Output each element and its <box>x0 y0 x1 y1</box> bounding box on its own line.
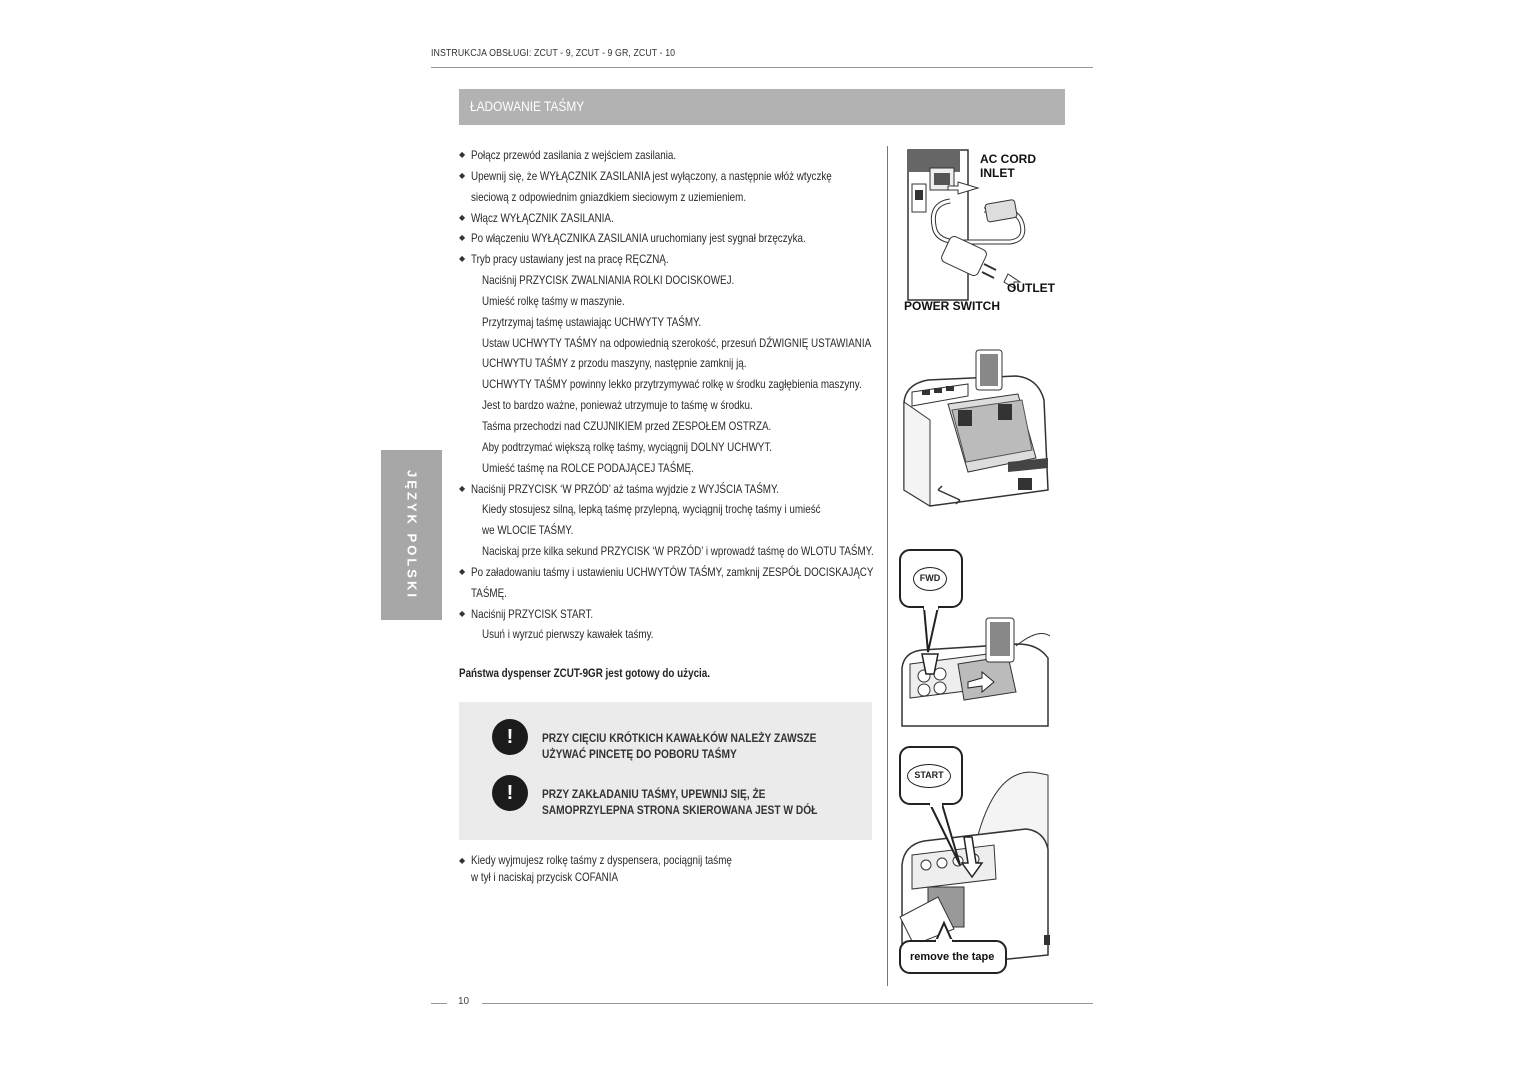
list-item: ◆ Po włączeniu WYŁĄCZNIKA ZASILANIA uruchomiany jest sygnał brzęczyka. <box>459 228 879 249</box>
warning-box <box>459 702 872 840</box>
bullet-icon: ◆ <box>459 212 466 222</box>
start-button-illustration <box>898 745 1050 977</box>
bullet-icon: ◆ <box>459 150 466 159</box>
list-item: ◆ Naciśnij PRZYCISK ‘W PRZÓD’ aż taśma wyjdzie z WYJŚCIA TAŚMY. <box>459 479 879 500</box>
column-divider <box>887 146 888 986</box>
list-item: TAŚMĘ. <box>471 585 507 600</box>
list-item: Aby podtrzymać większą rolkę taśmy, wyciągnij DOLNY UCHWYT. <box>482 439 772 454</box>
list-item: w tył i naciskaj przycisk COFANIA <box>471 870 619 884</box>
bullet-icon: ◆ <box>459 483 466 493</box>
footer-divider-left <box>431 1003 447 1004</box>
instruction-steps <box>459 145 879 645</box>
list-item: ◆ Upewnij się, że WYŁĄCZNIK ZASILANIA jest wyłączony, a następnie włóż wtyczkę <box>459 166 879 187</box>
ac-cord-inlet-label: AC CORD INLET <box>980 152 1036 180</box>
list-item: Kiedy stosujesz silną, lepką taśmę przylepną, wyciągnij trochę taśmy i umieść <box>482 502 821 517</box>
list-item: ◆ Połącz przewód zasilania z wejściem zasilania. <box>459 145 879 166</box>
list-item: Ustaw UCHWYTY TAŚMY na odpowiednią szerokość, przesuń DŹWIGNIĘ USTAWIANIA <box>482 335 872 350</box>
list-item: Taśma przechodzi nad CZUJNIKIEM przed ZESPOŁEM OSTRZA. <box>482 418 772 433</box>
tape-loading-drawing <box>898 340 1058 515</box>
section-header <box>459 89 1065 125</box>
fwd-button: FWD <box>913 567 947 591</box>
outlet-label: OUTLET <box>1007 281 1055 295</box>
power-connection-illustration <box>900 146 1070 316</box>
bullet-icon: ◆ <box>459 233 466 243</box>
language-tab-label: JĘZYK POLSKI <box>404 470 419 600</box>
warning-icon: ! <box>492 719 528 755</box>
document-header: INSTRUKCJA OBSŁUGI: ZCUT - 9, ZCUT - 9 GR, ZCUT - 10 <box>431 48 676 59</box>
list-item: Jest to bardzo ważne, ponieważ utrzymuje to taśmę w środku. <box>482 398 753 413</box>
list-item: sieciową z odpowiednim gniazdkiem sieciowym z uziemieniem. <box>471 189 747 204</box>
list-item: UCHWYTU TAŚMY z przodu maszyny, następnie zamknij ją. <box>482 356 747 371</box>
bullet-icon: ◆ <box>459 170 466 180</box>
list-item: ◆ Włącz WYŁĄCZNIK ZASILANIA. <box>459 208 879 229</box>
bullet-icon: ◆ <box>459 254 466 264</box>
removal-note <box>459 852 789 886</box>
list-item: ◆ Kiedy wyjmujesz rolkę taśmy z dyspensera, pociągnij taśmę <box>459 853 732 867</box>
list-item: UCHWYTY TAŚMY powinny lekko przytrzymywać rolkę w środku zagłębienia maszyny. <box>482 377 862 392</box>
list-item: ◆ Po załadowaniu taśmy i ustawieniu UCHWYTÓW TAŚMY, zamknij ZESPÓŁ DOCISKAJĄCY <box>459 562 879 583</box>
page-number: 10 <box>458 996 470 1007</box>
warning-icon: ! <box>492 775 528 811</box>
list-item: Umieść rolkę taśmy w maszynie. <box>482 293 625 308</box>
warning-text-2: PRZY ZAKŁADANIU TAŚMY, UPEWNIJ SIĘ, ŻE SAMOPRZYLEPNA STRONA SKIEROWANA JEST W DÓŁ <box>542 787 818 817</box>
language-tab <box>381 450 442 620</box>
footer-divider-right <box>482 1003 1093 1004</box>
fwd-button-illustration <box>898 548 1050 728</box>
list-item: we WLOCIE TAŚMY. <box>482 523 574 538</box>
header-divider <box>431 67 1093 68</box>
ready-statement: Państwa dyspenser ZCUT-9GR jest gotowy do użycia. <box>459 666 710 680</box>
list-item: ◆ Naciśnij PRZYCISK START. <box>459 604 879 625</box>
list-item: Umieść taśmę na ROLCE PODAJĄCEJ TAŚMĘ. <box>482 460 694 475</box>
bullet-icon: ◆ <box>459 608 466 618</box>
bullet-icon: ◆ <box>459 566 466 576</box>
warning-text-1: PRZY CIĘCIU KRÓTKICH KAWAŁKÓW NALEŻY ZAWSZE UŻYWAĆ PINCETĘ DO POBORU TAŚMY <box>542 731 817 761</box>
list-item: Naciśnij PRZYCISK ZWALNIANIA ROLKI DOCISKOWEJ. <box>482 273 735 288</box>
start-button: START <box>907 764 951 788</box>
list-item: Naciskaj prze kilka sekund PRZYCISK ‘W PRZÓD’ i wprowadź taśmę do WLOTU TAŚMY. <box>482 544 874 559</box>
remove-tape-label: remove the tape <box>910 951 995 963</box>
list-item: Usuń i wyrzuć pierwszy kawałek taśmy. <box>482 627 654 642</box>
list-item: ◆ Tryb pracy ustawiany jest na pracę RĘCZNĄ. <box>459 249 879 270</box>
tape-loading-illustration <box>898 340 1058 515</box>
list-item: Przytrzymaj taśmę ustawiając UCHWYTY TAŚMY. <box>482 314 702 329</box>
power-switch-label: POWER SWITCH <box>904 299 1000 313</box>
section-title: ŁADOWANIE TAŚMY <box>470 98 585 114</box>
